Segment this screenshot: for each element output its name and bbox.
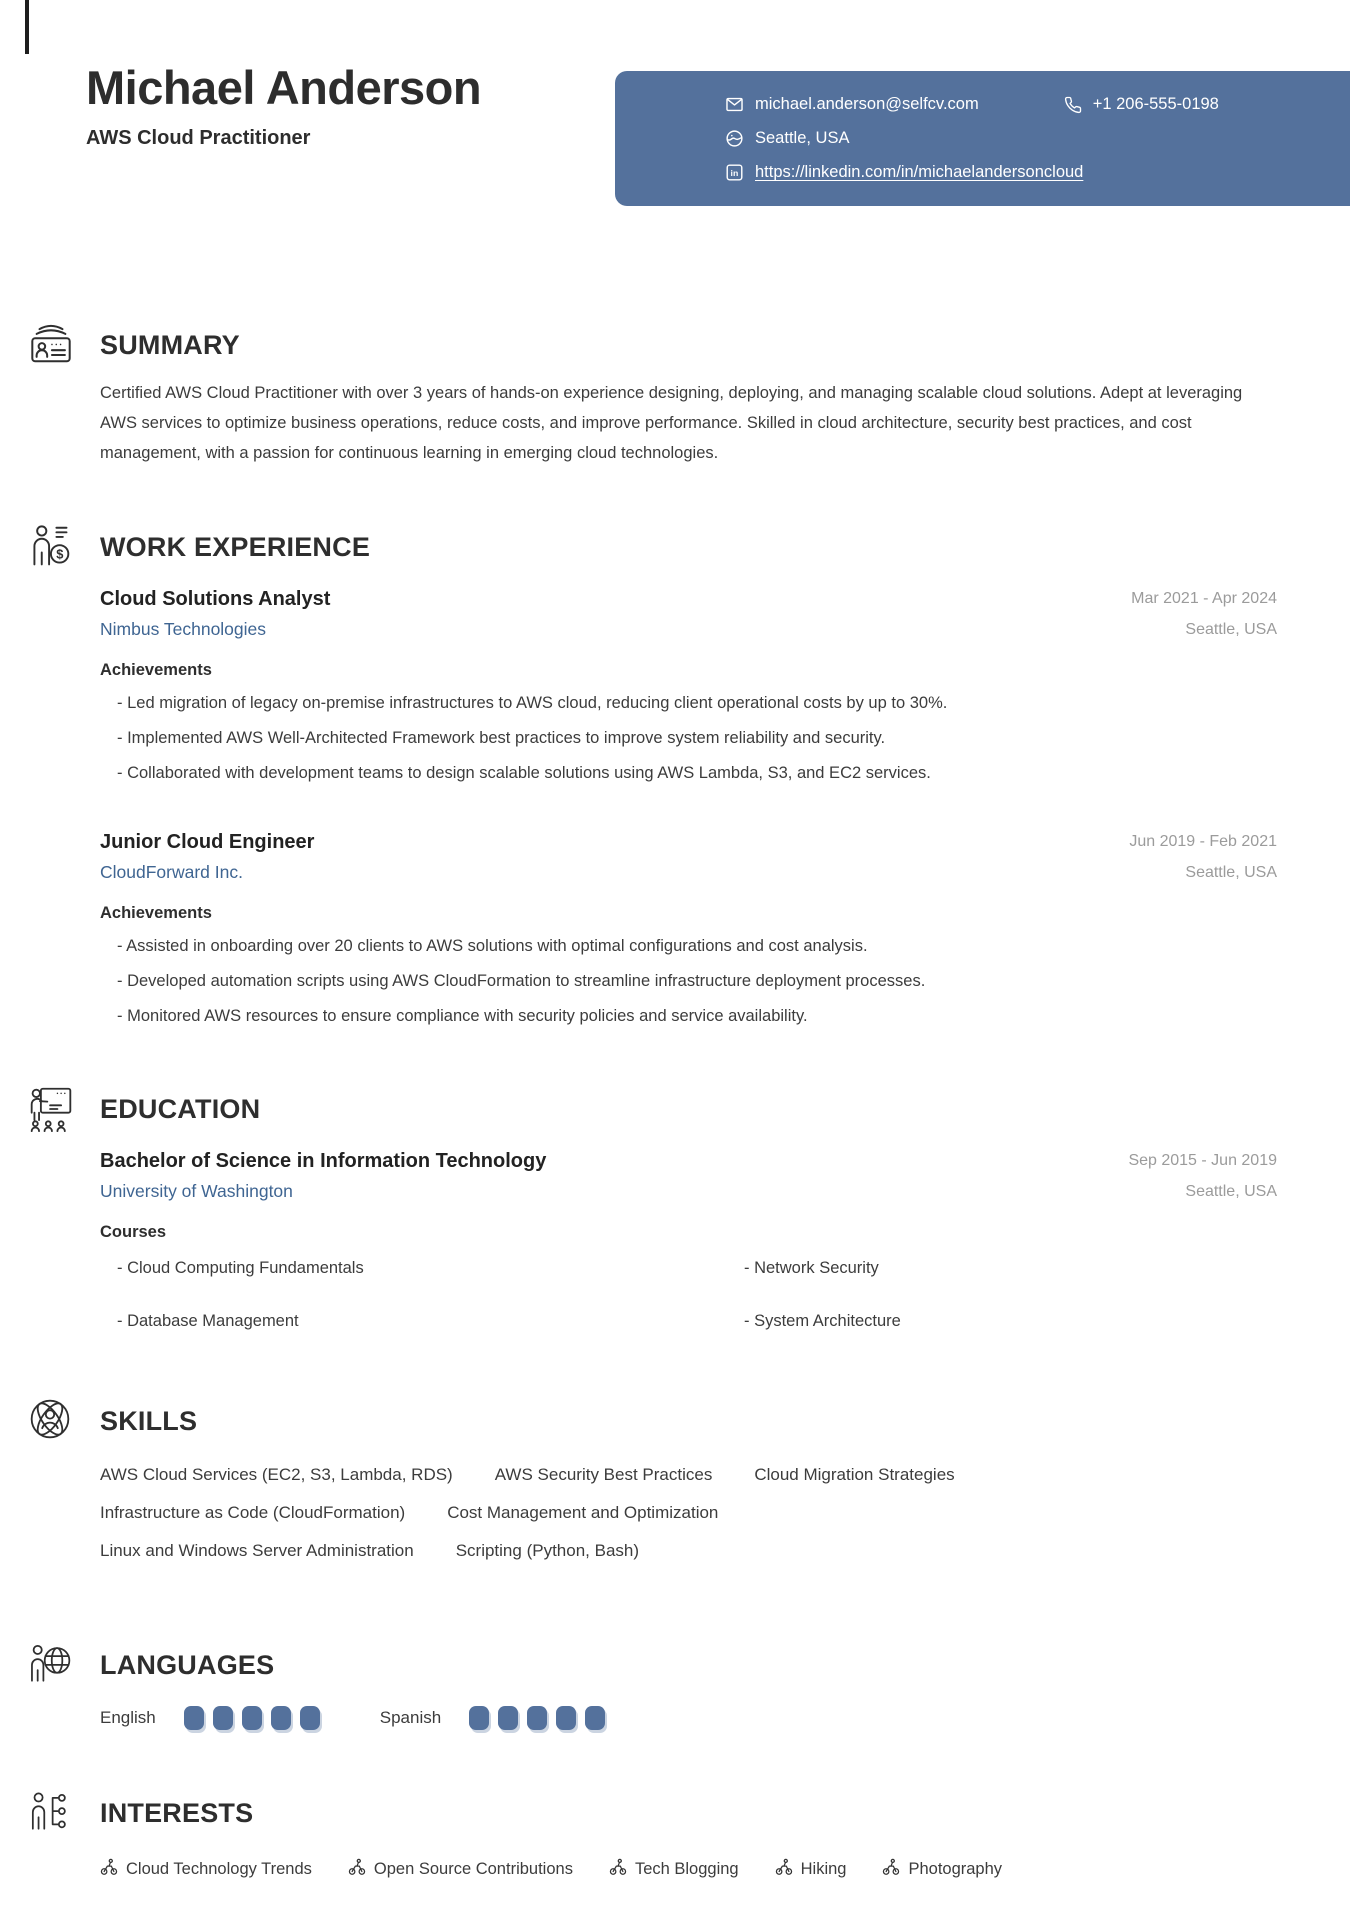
language-name: English: [100, 1708, 156, 1727]
interest-label: Cloud Technology Trends: [126, 1860, 312, 1878]
skills-list: [100, 1456, 1277, 1570]
contact-row-2: [725, 129, 1330, 148]
achievements-label: Achievements: [100, 661, 212, 679]
level-dot: [498, 1706, 518, 1730]
svg-text:in: in: [730, 168, 739, 179]
summary-text: Certified AWS Cloud Practitioner with over 3 years of hands-on experience designing, deploying, and managing scalable cloud solutions. Adept at leveraging AWS services to optimize business operations, reduce costs, and improve performance. Skilled in cloud architecture, security best practices, and cost management, with a passion for continuous learning in emerging cloud technologies.: [100, 384, 1243, 462]
skill-item: Scripting (Python, Bash): [455, 1541, 640, 1560]
contact-card: [615, 71, 1350, 206]
achievement-item: - Collaborated with development teams to design scalable solutions using AWS Lambda, S3, and EC2 services.: [100, 756, 1277, 791]
language-item: [100, 1706, 320, 1730]
achievement-item: - Monitored AWS resources to ensure compliance with security policies and service availability.: [100, 999, 1277, 1034]
achievements-list: [100, 929, 1277, 1034]
linkedin-link[interactable]: https://linkedin.com/in/michaelandersoncloud: [755, 163, 1084, 181]
language-level-dots: [184, 1706, 320, 1730]
skill-item: Cloud Migration Strategies: [754, 1465, 955, 1484]
section-work-experience: [0, 524, 1350, 1034]
languages-heading: LANGUAGES: [100, 1650, 275, 1680]
section-skills: [0, 1398, 1350, 1570]
cyclist-icon: [100, 1858, 118, 1881]
person-nodes-icon: [28, 1788, 72, 1841]
contact-email-text: michael.anderson@selfcv.com: [755, 95, 979, 113]
interest-label: Open Source Contributions: [373, 1860, 573, 1878]
job-entry-2: [100, 827, 1277, 1034]
envelope-icon: [725, 95, 744, 114]
language-name: Spanish: [379, 1708, 442, 1727]
cyclist-icon: [348, 1858, 366, 1881]
level-dot: [242, 1706, 262, 1730]
skills-heading: SKILLS: [100, 1406, 198, 1436]
svg-text:$: $: [56, 546, 64, 562]
summary-heading: SUMMARY: [100, 330, 240, 360]
interest-item: [775, 1858, 847, 1881]
job-location: Seattle, USA: [1185, 864, 1277, 881]
person-title: AWS Cloud Practitioner: [86, 126, 311, 149]
job-company-link: Nimbus Technologies: [100, 619, 267, 639]
person-globe-network-icon: [28, 1396, 72, 1447]
contact-email: [725, 95, 979, 114]
interest-label: Photography: [908, 1860, 1003, 1878]
interest-label: Tech Blogging: [634, 1860, 739, 1878]
achievements-list: [100, 686, 1277, 791]
level-dot: [527, 1706, 547, 1730]
language-item: [380, 1706, 605, 1730]
interest-item: [609, 1858, 739, 1881]
job-location: Seattle, USA: [1185, 621, 1277, 638]
achievements-label: Achievements: [100, 904, 212, 922]
level-dot: [271, 1706, 291, 1730]
interest-label: Hiking: [800, 1860, 847, 1878]
contact-location-text: Seattle, USA: [755, 129, 850, 147]
cyclist-icon: [775, 1858, 793, 1881]
interests-list: [100, 1858, 1277, 1881]
section-interests: [0, 1790, 1350, 1881]
interests-heading: INTERESTS: [100, 1798, 254, 1828]
level-dot: [556, 1706, 576, 1730]
linkedin-icon: [725, 163, 744, 182]
skill-item: Infrastructure as Code (CloudFormation): [100, 1503, 406, 1522]
contact-row-3: [725, 163, 1330, 182]
skill-item: AWS Cloud Services (EC2, S3, Lambda, RDS): [100, 1465, 453, 1484]
achievement-item: - Developed automation scripts using AWS CloudFormation to streamline infrastructure deployment processes.: [100, 964, 1277, 999]
section-education: [0, 1086, 1350, 1338]
education-heading: EDUCATION: [100, 1094, 261, 1124]
contact-location: [725, 129, 849, 148]
courses-label: Courses: [100, 1223, 167, 1241]
person-name: Michael Anderson: [86, 61, 482, 114]
contact-phone: [1064, 95, 1219, 114]
job-title: Junior Cloud Engineer: [100, 831, 315, 853]
job-entry-1: [100, 584, 1277, 791]
cyclist-icon: [882, 1858, 900, 1881]
achievement-item: - Assisted in onboarding over 20 clients to AWS solutions with optimal configurations and cost analysis.: [100, 929, 1277, 964]
level-dot: [585, 1706, 605, 1730]
job-company-link: CloudForward Inc.: [100, 862, 243, 882]
section-summary: [0, 322, 1350, 468]
course-item: - Cloud Computing Fundamentals: [100, 1252, 727, 1285]
level-dot: [469, 1706, 489, 1730]
job-dates: Jun 2019 - Feb 2021: [1129, 833, 1277, 850]
cyclist-icon: [609, 1858, 627, 1881]
teacher-board-icon: [28, 1084, 74, 1139]
course-item: - Database Management: [100, 1305, 727, 1338]
course-item: - System Architecture: [727, 1305, 1277, 1338]
language-level-dots: [469, 1706, 605, 1730]
courses-list: [100, 1252, 1277, 1338]
person-globe-icon: [28, 1640, 72, 1693]
level-dot: [300, 1706, 320, 1730]
job-dates: Mar 2021 - Apr 2024: [1131, 590, 1277, 607]
work-heading: WORK EXPERIENCE: [100, 532, 371, 562]
level-dot: [213, 1706, 233, 1730]
skill-item: AWS Security Best Practices: [494, 1465, 713, 1484]
level-dot: [184, 1706, 204, 1730]
achievement-item: - Implemented AWS Well-Architected Framework best practices to improve system reliability and security.: [100, 721, 1277, 756]
achievement-item: - Led migration of legacy on-premise infrastructures to AWS cloud, reducing client operational costs by up to 30%.: [100, 686, 1277, 721]
education-dates: Sep 2015 - Jun 2019: [1128, 1152, 1277, 1169]
education-entry: [100, 1146, 1277, 1338]
skill-item: Linux and Windows Server Administration: [100, 1541, 414, 1560]
degree-title: Bachelor of Science in Information Technology: [100, 1150, 547, 1172]
languages-list: [100, 1706, 1277, 1730]
contact-phone-text: +1 206-555-0198: [1092, 95, 1219, 113]
person-dollar-icon: [28, 522, 72, 577]
job-title: Cloud Solutions Analyst: [100, 588, 331, 610]
interest-item: [348, 1858, 573, 1881]
school-link: University of Washington: [100, 1181, 293, 1201]
globe-icon: [725, 129, 744, 148]
interest-item: [100, 1858, 312, 1881]
contact-linkedin: [725, 163, 1083, 182]
id-card-icon: [28, 320, 74, 371]
section-languages: [0, 1642, 1350, 1730]
contact-row-1: [725, 95, 1330, 114]
education-location: Seattle, USA: [1185, 1183, 1277, 1200]
phone-icon: [1064, 96, 1082, 114]
interest-item: [882, 1858, 1002, 1881]
skill-item: Cost Management and Optimization: [447, 1503, 719, 1522]
header: [0, 0, 1350, 222]
course-item: - Network Security: [727, 1252, 1277, 1285]
